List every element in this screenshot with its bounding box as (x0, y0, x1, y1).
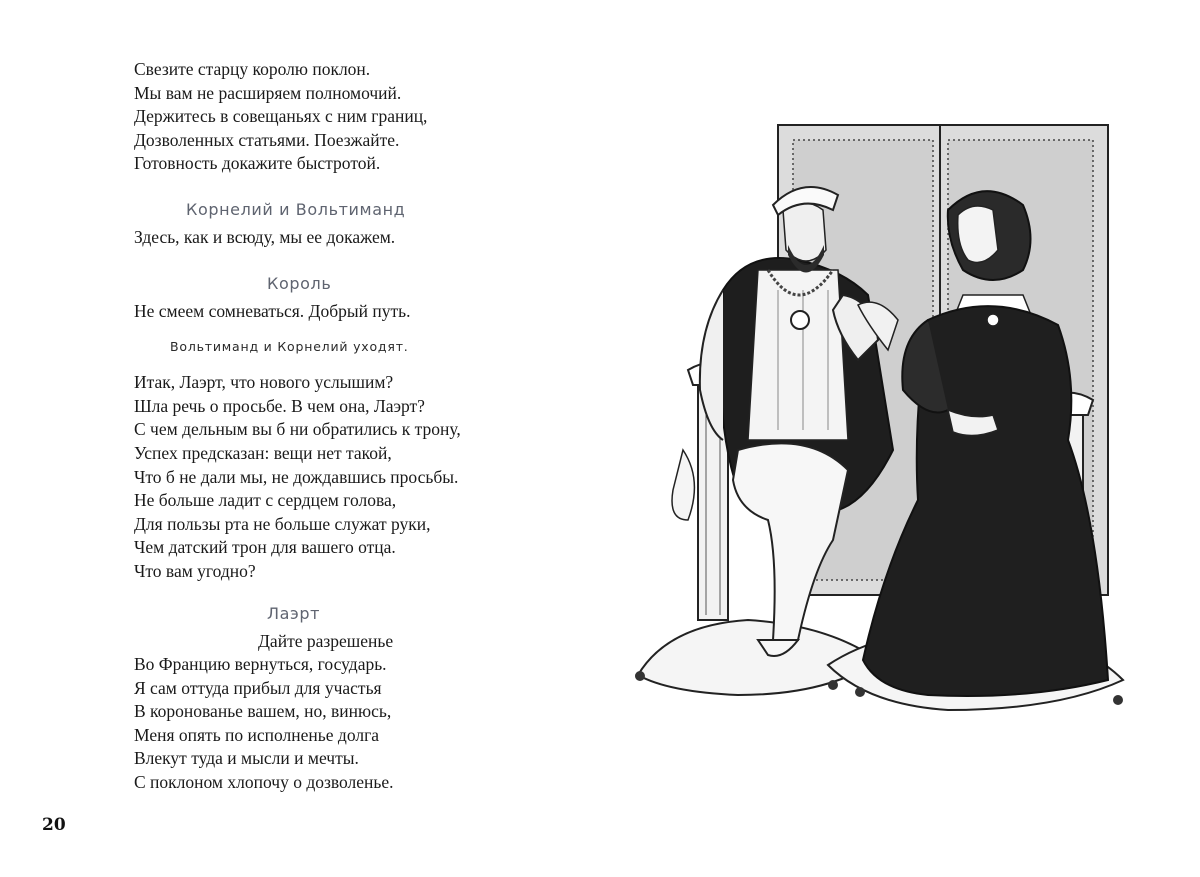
stage-direction: Вольтиманд и Корнелий уходят. (170, 339, 409, 355)
text-column (134, 58, 574, 795)
verse-line: Что б не дали мы, не дождавшись просьбы. (134, 466, 459, 487)
verse-line: Итак, Лаэрт, что нового услышим? (134, 372, 394, 393)
verse-block-1 (134, 58, 574, 176)
speaker-name: Корнелий и Вольтиманд (186, 199, 406, 219)
verse-line: Успех предсказан: вещи нет такой, (134, 442, 392, 463)
verse-line: Мы вам не расширяем полномочий. (134, 82, 402, 103)
speaker-name: Король (267, 273, 332, 293)
page-number: 20 (42, 815, 66, 835)
verse-line: Свезите старцу королю поклон. (134, 59, 371, 79)
verse-line: В коронованье вашем, но, винюсь, (134, 701, 392, 722)
verse-line: С чем дельным вы б ни обратились к трону, (134, 419, 461, 440)
verse-line: Дайте разрешенье (258, 630, 394, 651)
verse-block-3b (134, 371, 574, 583)
verse-line: Держитесь в совещаньях с ним границ, (134, 106, 428, 127)
verse-block-4 (134, 630, 574, 795)
verse-line: Что вам угодно? (134, 560, 256, 581)
speaker-name: Лаэрт (267, 603, 321, 623)
verse-line: Готовность докажите быстротой. (134, 153, 381, 174)
verse-line: Во Францию вернуться, государь. (134, 654, 387, 675)
verse-line: Не больше ладит с сердцем голова, (134, 490, 397, 511)
verse-line: Я сам оттуда прибыл для участья (134, 677, 382, 698)
verse-line: С поклоном хлопочу о дозволенье. (134, 772, 394, 793)
verse-line: Здесь, как и всюду, мы ее докажем. (134, 226, 396, 247)
verse-line: Для пользы рта не больше служат руки, (134, 513, 431, 534)
verse-line: Не смеем сомневаться. Добрый путь. (134, 300, 411, 321)
verse-line: Чем датский трон для вашего отца. (134, 537, 396, 558)
verse-line: Меня опять по исполненье долга (134, 724, 380, 745)
verse-line: Дозволенных статьями. Поезжайте. (134, 129, 400, 150)
verse-line: Шла речь о просьбе. В чем она, Лаэрт? (134, 395, 425, 416)
verse-line: Влекут туда и мысли и мечты. (134, 748, 359, 769)
king-queen-illustration (628, 120, 1128, 720)
verse-block-3a (134, 300, 574, 324)
verse-block-2 (134, 226, 574, 250)
